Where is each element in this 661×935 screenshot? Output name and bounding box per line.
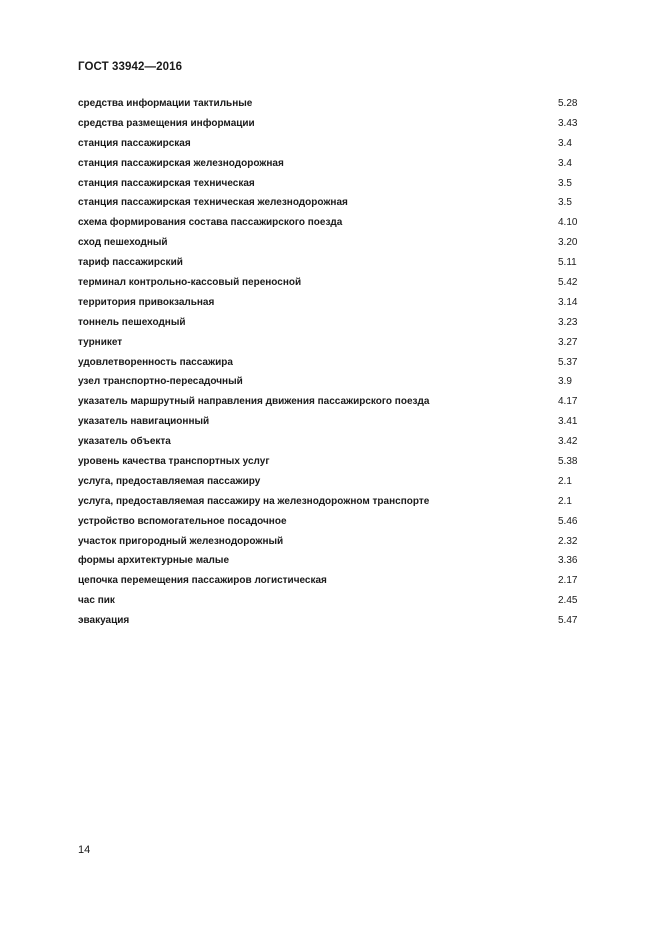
- index-reference: 2.32: [558, 535, 578, 547]
- page-number: 14: [78, 844, 91, 856]
- index-reference: 2.1: [558, 475, 572, 487]
- index-entry: [78, 336, 578, 356]
- index-entry: [78, 316, 578, 336]
- index-term: узел транспортно-пересадочный: [78, 376, 243, 388]
- document-header: ГОСТ 33942—2016: [78, 61, 183, 73]
- index-reference: 5.47: [558, 615, 578, 627]
- index-entry: [78, 276, 578, 296]
- index-term: услуга, предоставляемая пассажиру: [78, 475, 261, 487]
- index-entry: [78, 435, 578, 455]
- index-reference: 2.45: [558, 595, 578, 607]
- index-reference: 3.27: [558, 336, 578, 348]
- index-term: терминал контрольно-кассовый переносной: [78, 277, 302, 289]
- index-entry: [78, 375, 578, 395]
- index-reference: 3.23: [558, 316, 578, 328]
- index-term: удовлетворенность пассажира: [78, 356, 233, 368]
- index-term: уровень качества транспортных услуг: [78, 456, 270, 468]
- index-reference: 5.37: [558, 356, 578, 368]
- index-entry: [78, 236, 578, 256]
- index-reference: 3.9: [558, 376, 572, 388]
- index-reference: 3.14: [558, 296, 578, 308]
- index-entry: [78, 296, 578, 316]
- index-term: указатель навигационный: [78, 416, 210, 428]
- index-entry: [78, 97, 578, 117]
- index-reference: 5.11: [558, 257, 577, 269]
- index-reference: 5.42: [558, 277, 578, 289]
- index-reference: 3.41: [558, 416, 578, 428]
- index-entry: [78, 475, 578, 495]
- index-reference: 2.17: [558, 575, 578, 587]
- index-reference: 5.38: [558, 456, 578, 468]
- index-term: средства информации тактильные: [78, 98, 253, 109]
- alphabetical-index: [78, 97, 578, 634]
- index-term: станция пассажирская: [78, 137, 191, 149]
- index-term: станция пассажирская железнодорожная: [78, 157, 284, 169]
- index-entry: [78, 515, 578, 535]
- index-term: средства размещения информации: [78, 117, 255, 129]
- index-term: станция пассажирская техническая железнодорожная: [78, 197, 348, 209]
- index-reference: 5.46: [558, 515, 578, 527]
- index-reference: 3.4: [558, 157, 572, 169]
- index-term: тоннель пешеходный: [78, 316, 186, 328]
- index-term: час пик: [78, 595, 115, 607]
- index-reference: 3.36: [558, 555, 578, 567]
- index-term: схема формирования состава пассажирского поезда: [78, 217, 343, 229]
- index-entry: [78, 495, 578, 515]
- index-reference: 3.5: [558, 177, 572, 189]
- index-entry: [78, 196, 578, 216]
- index-reference: 3.4: [558, 137, 572, 149]
- index-entry: [78, 554, 578, 574]
- index-term: тариф пассажирский: [78, 257, 183, 269]
- index-reference: 2.1: [558, 495, 572, 507]
- index-entry: [78, 356, 578, 376]
- index-entry: [78, 574, 578, 594]
- index-reference: 5.28: [558, 98, 578, 109]
- index-entry: [78, 137, 578, 157]
- index-reference: 4.10: [558, 217, 578, 229]
- index-term: устройство вспомогательное посадочное: [78, 515, 287, 527]
- index-term: указатель объекта: [78, 436, 171, 448]
- index-term: территория привокзальная: [78, 296, 215, 308]
- index-term: цепочка перемещения пассажиров логистическая: [78, 575, 327, 587]
- index-entry: [78, 395, 578, 415]
- index-reference: 3.5: [558, 197, 572, 209]
- index-term: участок пригородный железнодорожный: [78, 535, 284, 547]
- index-entry: [78, 177, 578, 197]
- index-term: эвакуация: [78, 615, 130, 627]
- index-entry: [78, 256, 578, 276]
- index-term: станция пассажирская техническая: [78, 177, 255, 189]
- index-entry: [78, 535, 578, 555]
- index-term: услуга, предоставляемая пассажиру на железнодорожном транспорте: [78, 495, 430, 507]
- index-entry: [78, 415, 578, 435]
- index-entry: [78, 117, 578, 137]
- index-term: сход пешеходный: [78, 237, 168, 249]
- index-entry: [78, 157, 578, 177]
- index-reference: 3.43: [558, 117, 578, 129]
- index-entry: [78, 594, 578, 614]
- index-reference: 3.20: [558, 237, 578, 249]
- index-term: формы архитектурные малые: [78, 555, 230, 567]
- index-term: указатель маршрутный направления движения пассажирского поезда: [78, 396, 430, 408]
- index-reference: 4.17: [558, 396, 578, 408]
- index-entry: [78, 216, 578, 236]
- index-reference: 3.42: [558, 436, 578, 448]
- index-entry: [78, 614, 578, 634]
- index-entry: [78, 455, 578, 475]
- index-term: турникет: [78, 336, 123, 348]
